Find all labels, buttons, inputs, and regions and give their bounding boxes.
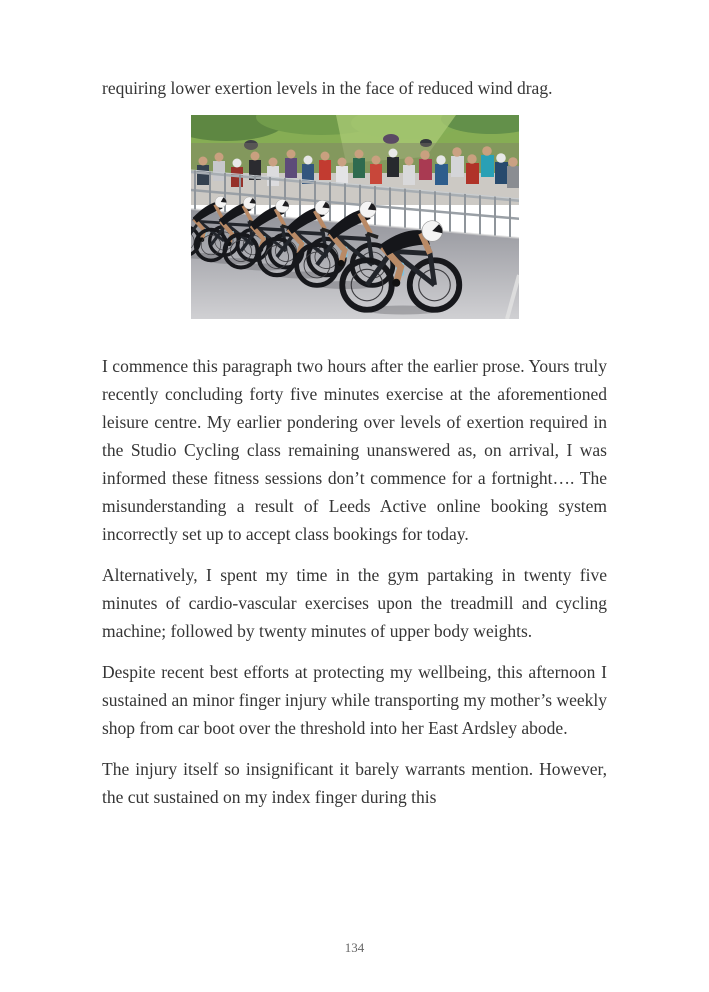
paragraph: I commence this paragraph two hours after the earlier prose. Yours truly recently concluding forty five minutes exercise at the aforementioned leisure centre. My earlier pondering over levels of exertion required in the Studio Cycling class remaining unanswered as, on arrival, I was informed these fitness sessions don’t commence for a fortnight…. The misunderstanding a result of Leeds Active online booking system incorrectly set up to accept class bookings for today. (102, 356, 607, 544)
paragraph: Despite recent best efforts at protecting my wellbeing, this afternoon I sustained an minor finger injury while transporting my mother’s weekly shop from car boot over the threshold into her East Ardsley abode. (102, 662, 607, 738)
text-column (102, 74, 607, 824)
paragraph: Alternatively, I spent my time in the gym partaking in twenty five minutes of cardio-vascular exercises upon the treadmill and cycling machine; followed by twenty minutes of upper body weights. (102, 565, 607, 641)
paragraph: requiring lower exertion levels in the face of reduced wind drag. (102, 78, 553, 98)
page-number: 134 (344, 940, 365, 955)
race-photo (191, 115, 519, 319)
cycling-race-illustration (191, 115, 519, 319)
paragraph: The injury itself so insignificant it barely warrants mention. However, the cut sustained on my index finger during this (102, 759, 607, 807)
